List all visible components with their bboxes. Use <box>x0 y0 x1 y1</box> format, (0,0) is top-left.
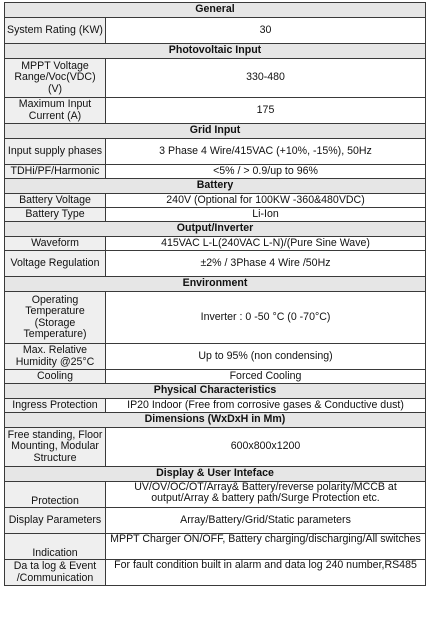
spec-label-protection: Protection <box>5 482 106 508</box>
spec-row <box>5 370 426 384</box>
section-header-row <box>5 3 426 18</box>
spec-label-max-input-current: Maximum Input Current (A) <box>5 98 106 124</box>
spec-value-system-rating: 30 <box>106 18 426 44</box>
section-header-row <box>5 384 426 399</box>
spec-row <box>5 508 426 534</box>
section-title-photovoltaic-input: Photovoltaic Input <box>5 44 426 59</box>
spec-row <box>5 208 426 222</box>
spec-label-mounting-structure: Free standing, Floor Mounting, Modular Structure <box>5 428 106 467</box>
spec-value-data-log-communication: For fault condition built in alarm and data log 240 number,RS485 <box>106 560 426 586</box>
spec-value-battery-type: Li-Ion <box>106 208 426 222</box>
spec-label-operating-temperature: Operating Temperature (Storage Temperature) <box>5 292 106 344</box>
spec-value-input-supply-phases: 3 Phase 4 Wire/415VAC (+10%, -15%), 50Hz <box>106 139 426 165</box>
section-title-general: General <box>5 3 426 18</box>
specification-table <box>4 2 426 586</box>
section-title-display-user-interface: Display & User Inteface <box>5 467 426 482</box>
section-title-output-inverter: Output/Inverter <box>5 222 426 237</box>
spec-value-waveform: 415VAC L-L(240VAC L-N)/(Pure Sine Wave) <box>106 237 426 251</box>
spec-label-indication: Indication <box>5 534 106 560</box>
spec-label-battery-type: Battery Type <box>5 208 106 222</box>
spec-value-ingress-protection: IP20 Indoor (Free from corrosive gases & Conductive dust) <box>106 399 426 413</box>
section-header-row <box>5 179 426 194</box>
section-header-row <box>5 277 426 292</box>
section-title-environment: Environment <box>5 277 426 292</box>
section-title-physical-characteristics: Physical Characteristics <box>5 384 426 399</box>
section-header-row <box>5 413 426 428</box>
spec-row <box>5 399 426 413</box>
spec-value-cooling: Forced Cooling <box>106 370 426 384</box>
spec-value-max-input-current: 175 <box>106 98 426 124</box>
spec-row <box>5 139 426 165</box>
section-header-row <box>5 467 426 482</box>
spec-sheet <box>4 2 425 586</box>
spec-row <box>5 59 426 98</box>
spec-row <box>5 534 426 560</box>
spec-label-max-relative-humidity: Max. Relative Humidity @25°C <box>5 344 106 370</box>
spec-value-voltage-regulation: ±2% / 3Phase 4 Wire /50Hz <box>106 251 426 277</box>
spec-row <box>5 251 426 277</box>
spec-row <box>5 165 426 179</box>
spec-row <box>5 482 426 508</box>
spec-row <box>5 344 426 370</box>
spec-label-voltage-regulation: Voltage Regulation <box>5 251 106 277</box>
spec-label-mppt-voltage-range: MPPT Voltage Range/Voc(VDC) (V) <box>5 59 106 98</box>
spec-value-protection: UV/OV/OC/OT/Array& Battery/reverse polarity/MCCB at output/Array & battery path/Surge Protection etc. <box>106 482 426 508</box>
spec-value-max-relative-humidity: Up to 95% (non condensing) <box>106 344 426 370</box>
spec-value-operating-temperature: Inverter : 0 -50 °C (0 -70°C) <box>106 292 426 344</box>
spec-value-tdhi-pf-harmonic: <5% / > 0.9/up to 96% <box>106 165 426 179</box>
section-header-row <box>5 222 426 237</box>
spec-label-data-log-communication: Da ta log & Event /Communication <box>5 560 106 586</box>
section-title-battery: Battery <box>5 179 426 194</box>
spec-label-ingress-protection: Ingress Protection <box>5 399 106 413</box>
spec-row <box>5 194 426 208</box>
section-title-dimensions: Dimensions (WxDxH in Mm) <box>5 413 426 428</box>
spec-row <box>5 428 426 467</box>
spec-label-display-parameters: Display Parameters <box>5 508 106 534</box>
spec-label-system-rating: System Rating (KW) <box>5 18 106 44</box>
spec-value-mppt-voltage-range: 330-480 <box>106 59 426 98</box>
spec-label-waveform: Waveform <box>5 237 106 251</box>
section-header-row <box>5 44 426 59</box>
spec-label-cooling: Cooling <box>5 370 106 384</box>
spec-label-battery-voltage: Battery Voltage <box>5 194 106 208</box>
section-header-row <box>5 124 426 139</box>
spec-label-tdhi-pf-harmonic: TDHi/PF/Harmonic <box>5 165 106 179</box>
spec-value-battery-voltage: 240V (Optional for 100KW -360&480VDC) <box>106 194 426 208</box>
section-title-grid-input: Grid Input <box>5 124 426 139</box>
spec-value-display-parameters: Array/Battery/Grid/Static parameters <box>106 508 426 534</box>
spec-label-input-supply-phases: Input supply phases <box>5 139 106 165</box>
spec-row <box>5 18 426 44</box>
spec-row <box>5 560 426 586</box>
spec-value-indication: MPPT Charger ON/OFF, Battery charging/discharging/All switches <box>106 534 426 560</box>
spec-value-dimensions: 600x800x1200 <box>106 428 426 467</box>
spec-row <box>5 292 426 344</box>
spec-row <box>5 237 426 251</box>
spec-row <box>5 98 426 124</box>
